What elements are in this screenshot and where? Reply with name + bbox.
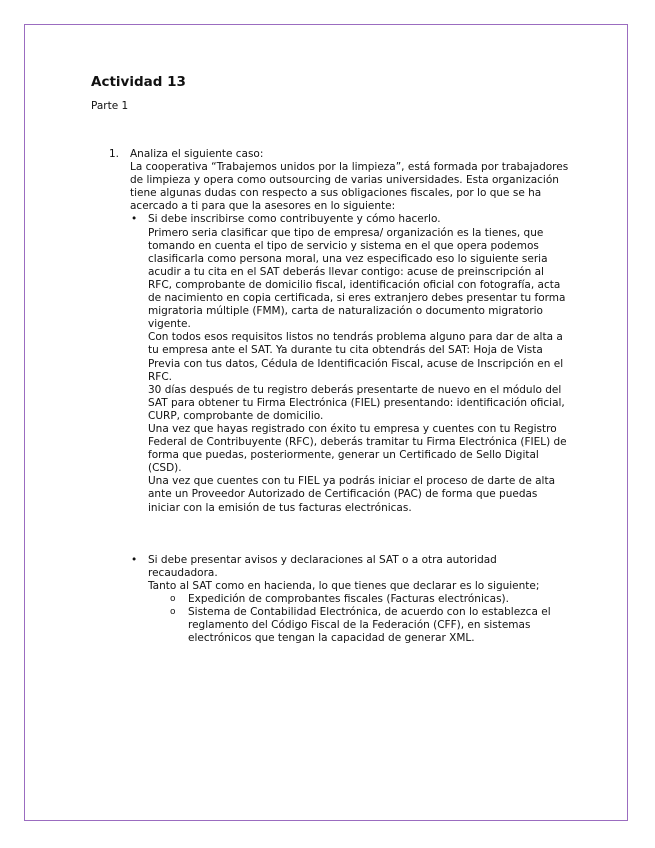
item-intro: La cooperativa “Trabajemos unidos por la limpieza”, está formada por trabajadores de limpieza y opera como outsourcing de varias universidades. Esta organización tiene algunas dudas con respecto a sus obligaciones fiscales, por lo que se ha acercado a ti para que la asesores en lo siguiente: [130,161,569,213]
sub-item-text: Sistema de Contabilidad Electrónica, de acuerdo con lo establezca el reglamento del Código Fiscal de la Federación (CFF), en sistemas electrónicos que tengan la capacidad de generar XML. [188,606,551,645]
bullet-heading: Si debe inscribirse como contribuyente y cómo hacerlo. [148,213,441,226]
bullet-heading: Si debe presentar avisos y declaraciones al SAT o a otra autoridad recaudadora. [148,553,497,579]
list-item-1 [130,148,569,645]
bullet-item-1 [131,213,569,514]
document-title: Actividad 13 [91,74,186,90]
bullet-paragraph: Una vez que hayas registrado con éxito tu empresa y cuentes con tu Registro Federal de Contribuyente (RFC), deberás tramitar tu Firma Electrónica (FIEL) de forma que puedas, posteriormente, generar un Certificado de Sello Digital (CSD). [148,422,567,475]
bullet-item-2 [131,553,569,646]
bullet-paragraph: Con todos esos requisitos listos no tendrás problema alguno para dar de alta a tu empresa ante el SAT. Ya durante tu cita obtendrás del SAT: Hoja de Vista Previa con tus datos, Cédula de Identificación Fiscal, acuse de Inscripción en el RFC. [148,331,564,383]
bullet-paragraph: 30 días después de tu registro deberás presentarte de nuevo en el módulo del SAT para obtener tu Firma Electrónica (FIEL) presentando: identificación oficial, CURP, comprobante de domicilio. [148,383,565,422]
list-number: 1. [109,148,120,160]
document-subtitle: Parte 1 [91,100,129,112]
sub-item-text: Expedición de comprobantes fiscales (Facturas electrónicas). [188,592,509,605]
sub-bullet-marker: o [170,593,176,604]
spacer [130,515,569,554]
sub-bullet-marker: o [170,607,176,617]
numbered-list [109,148,569,645]
bullet-paragraph: Una vez que cuentes con tu FIEL ya podrás iniciar el proceso de darte de alta ante un Proveedor Autorizado de Certificación (PAC) de forma que puedas iniciar con la emisión de tus facturas electrónicas. [148,475,556,514]
bullet-marker: • [131,213,138,226]
bullet-paragraph: Primero seria clasificar que tipo de empresa/ organización es la tienes, que tomando en cuenta el tipo de servicio y sistema en el que opera podemos clasificarla como persona moral, una vez especificado eso lo siguiente seria acudir a tu cita en el SAT deberás llevar contigo: acuse de preinscripción al RFC, comprobante de domicilio fiscal, identificación oficial con fotografía, acta de nacimiento en copia certificada, si eres extranjero debes presentar tu forma migratoria múltiple (FMM), carta de naturalización o documento migratorio vigente. [148,226,566,331]
bullet-marker: • [131,553,138,566]
sub-list-item [170,606,569,645]
sub-list-item [170,592,569,606]
item-heading: Analiza el siguiente caso: [130,148,264,160]
bullet-intro: Tanto al SAT como en hacienda, lo que tienes que declarar es lo siguiente; [148,579,540,592]
